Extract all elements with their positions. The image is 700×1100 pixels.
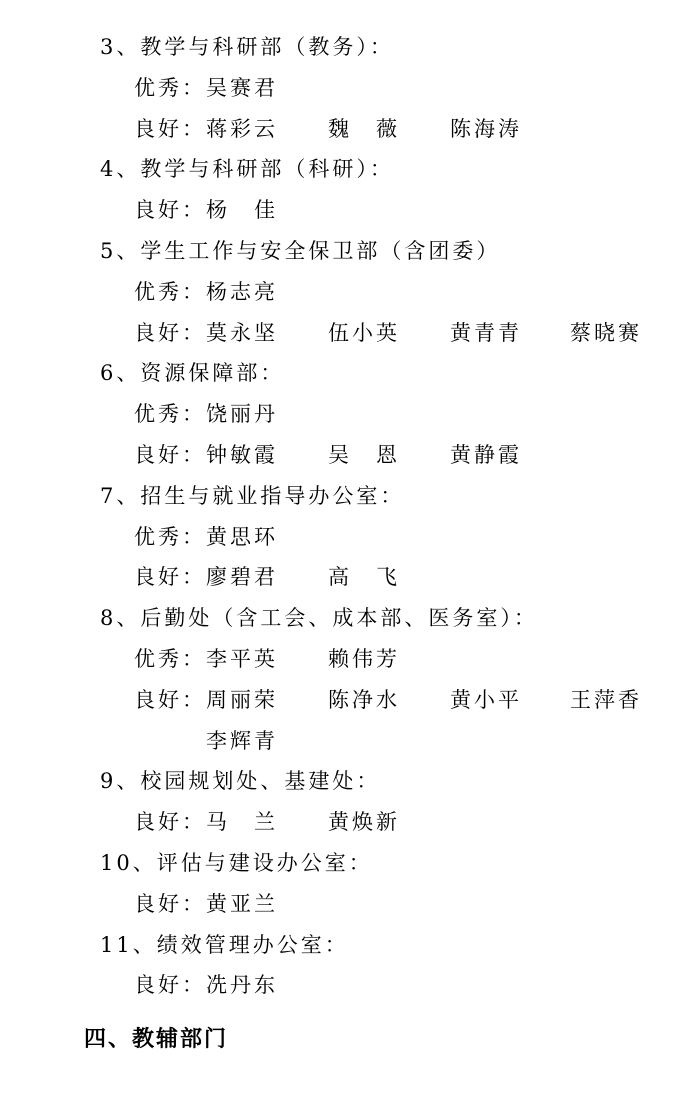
person-name: 黄焕新 xyxy=(328,810,400,835)
person-name: 王萍香 xyxy=(570,687,642,712)
section-title: 四、教辅部门 xyxy=(84,1026,229,1052)
department-heading: 10、评估与建设办公室： xyxy=(100,851,373,875)
person-name: 杨志亮 xyxy=(206,279,278,304)
person-name: 廖碧君 xyxy=(206,565,278,590)
person-name: 高 飞 xyxy=(328,565,400,590)
department-heading: 5、学生工作与安全保卫部（含团委） xyxy=(100,239,501,263)
person-name: 饶丽丹 xyxy=(206,402,278,427)
rating-label: 良好： xyxy=(134,687,206,712)
rating-label: 良好： xyxy=(134,116,206,141)
department-heading: 4、教学与科研部（科研）： xyxy=(100,157,394,182)
person-name: 黄思环 xyxy=(206,524,278,549)
rating-label: 良好： xyxy=(134,565,206,590)
person-name: 陈海涛 xyxy=(450,116,522,141)
department-heading: 8、后勤处（含工会、成本部、医务室）： xyxy=(100,606,538,631)
rating-label: 良好： xyxy=(134,891,206,916)
rating-label: 优秀： xyxy=(134,279,206,304)
rating-label: 良好： xyxy=(134,443,206,467)
rating-label: 良好： xyxy=(134,810,206,835)
rating-label: 优秀： xyxy=(134,402,206,427)
person-name: 李平英 xyxy=(206,647,278,671)
person-name: 魏 薇 xyxy=(328,116,400,141)
person-name: 黄小平 xyxy=(450,687,522,712)
person-name: 吴赛君 xyxy=(206,75,278,100)
person-name: 陈净水 xyxy=(328,687,400,712)
person-name: 黄静霞 xyxy=(450,443,522,467)
person-name: 杨 佳 xyxy=(206,198,278,223)
person-name: 黄亚兰 xyxy=(206,891,278,916)
rating-label: 良好： xyxy=(134,320,206,345)
person-name: 蔡晓赛 xyxy=(570,320,642,345)
person-name: 黄青青 xyxy=(450,320,522,345)
person-name: 莫永坚 xyxy=(206,320,278,345)
department-heading: 7、招生与就业指导办公室： xyxy=(100,483,405,508)
rating-label: 优秀： xyxy=(134,647,206,671)
person-name: 伍小英 xyxy=(328,320,400,345)
rating-label: 良好： xyxy=(134,973,206,998)
person-name: 李辉青 xyxy=(206,728,278,753)
department-heading: 6、资源保障部： xyxy=(100,361,285,386)
department-heading: 9、校园规划处、基建处： xyxy=(100,769,381,794)
rating-label: 良好： xyxy=(134,198,206,223)
person-name: 赖伟芳 xyxy=(328,647,400,671)
person-name: 周丽荣 xyxy=(206,687,278,712)
rating-label: 优秀： xyxy=(134,75,206,100)
person-name: 钟敏霞 xyxy=(206,443,278,467)
department-heading: 11、绩效管理办公室： xyxy=(100,932,349,957)
rating-label: 优秀： xyxy=(134,524,206,549)
person-name: 吴 恩 xyxy=(328,443,400,467)
department-heading: 3、教学与科研部（教务）： xyxy=(100,35,394,59)
person-name: 马 兰 xyxy=(206,810,278,835)
person-name: 蒋彩云 xyxy=(206,116,278,141)
person-name: 冼丹东 xyxy=(206,973,278,998)
